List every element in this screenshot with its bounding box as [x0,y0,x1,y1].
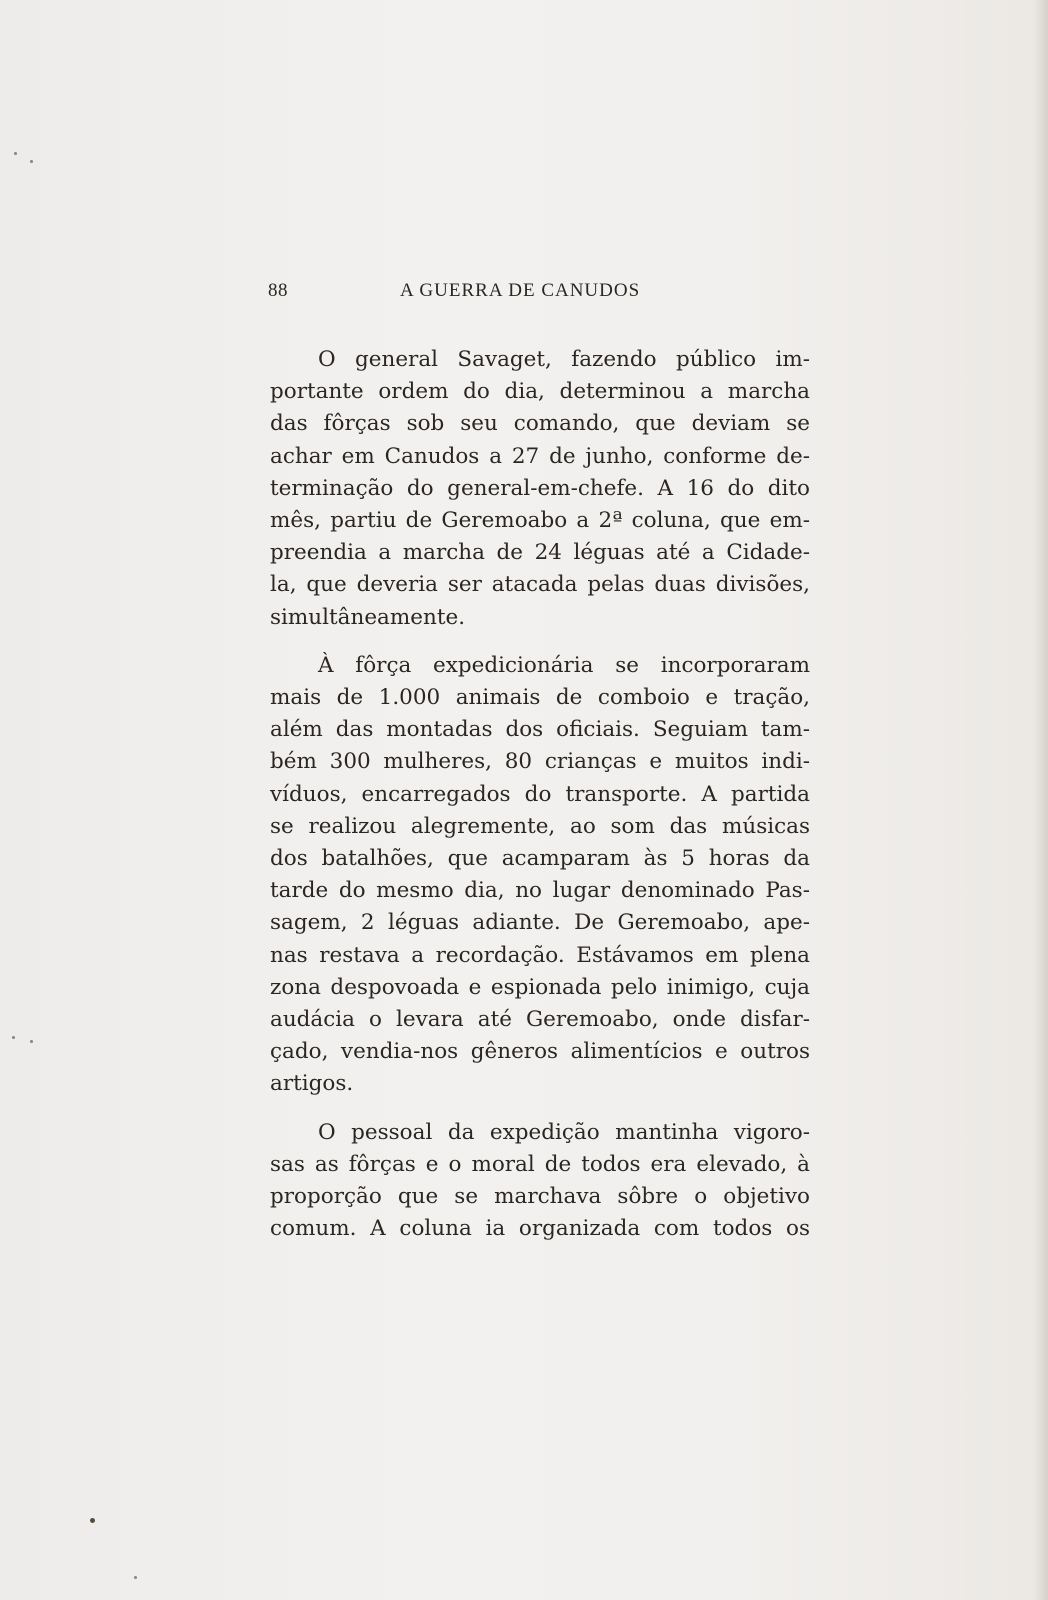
text-line: nas restava a recordação. Estávamos em plena [270,942,810,968]
text-line: audácia o levara até Geremoabo, onde disfar- [270,1007,810,1033]
paper-speck [134,1576,137,1579]
text-line: O general Savaget, fazendo público im- [318,347,810,372]
text-line: víduos, encarregados do transporte. A partida [270,781,810,807]
text-line: das fôrças sob seu comando, que deviam se [270,411,810,437]
text-line: proporção que se marchava sôbre o objetivo [270,1184,810,1210]
page-number: 88 [268,280,288,301]
text-line: sas as fôrças e o moral de todos era elevado, à [270,1151,810,1177]
text-line: sagem, 2 léguas adiante. De Geremoabo, ape- [270,910,810,936]
paragraph-2 [270,650,810,1101]
text-line: O pessoal da expedição mantinha vigoro- [318,1119,810,1145]
body-text [270,344,810,1261]
text-line: zona despovoada e espionada pelo inimigo, cuja [270,974,810,1000]
text-line: À fôrça expedicionária se incorporaram [318,652,810,678]
paragraph-3 [270,1117,810,1246]
text-line: artigos. [270,1071,354,1097]
paper-speck [12,1036,15,1039]
text-line: la, que deveria ser atacada pelas duas divisões, [270,572,810,598]
text-line: çado, vendia-nos gêneros alimentícios e outros [270,1039,810,1065]
text-line: bém 300 mulheres, 80 crianças e muitos indi- [270,749,810,775]
running-title: A GUERRA DE CANUDOS [400,280,641,301]
text-line: portante ordem do dia, determinou a marcha [270,379,810,405]
text-line: preendia a marcha de 24 léguas até a Cidade- [270,540,810,566]
text-line: comum. A coluna ia organizada com todos os [270,1216,810,1242]
text-line: simultâneamente. [270,604,466,630]
page-header [268,280,688,306]
paper-speck [30,160,33,163]
text-line: tarde do mesmo dia, no lugar denominado Pas- [270,878,810,904]
text-line: dos batalhões, que acamparam às 5 horas da [270,846,810,872]
text-line: terminação do general-em-chefe. A 16 do dito [270,475,810,501]
page-edge-shadow [1034,0,1048,1600]
text-line: se realizou alegremente, ao som das músicas [270,813,810,839]
text-line: além das montadas dos oficiais. Seguiam tam- [270,717,810,743]
paper-speck [14,152,17,155]
paper-speck [30,1040,33,1043]
text-line: mais de 1.000 animais de comboio e tração, [270,685,810,711]
paper-speck [90,1518,95,1523]
text-line: achar em Canudos a 27 de junho, conforme de- [270,443,810,469]
paragraph-1 [270,344,810,634]
text-line: mês, partiu de Geremoabo a 2ª coluna, que em- [270,508,810,534]
